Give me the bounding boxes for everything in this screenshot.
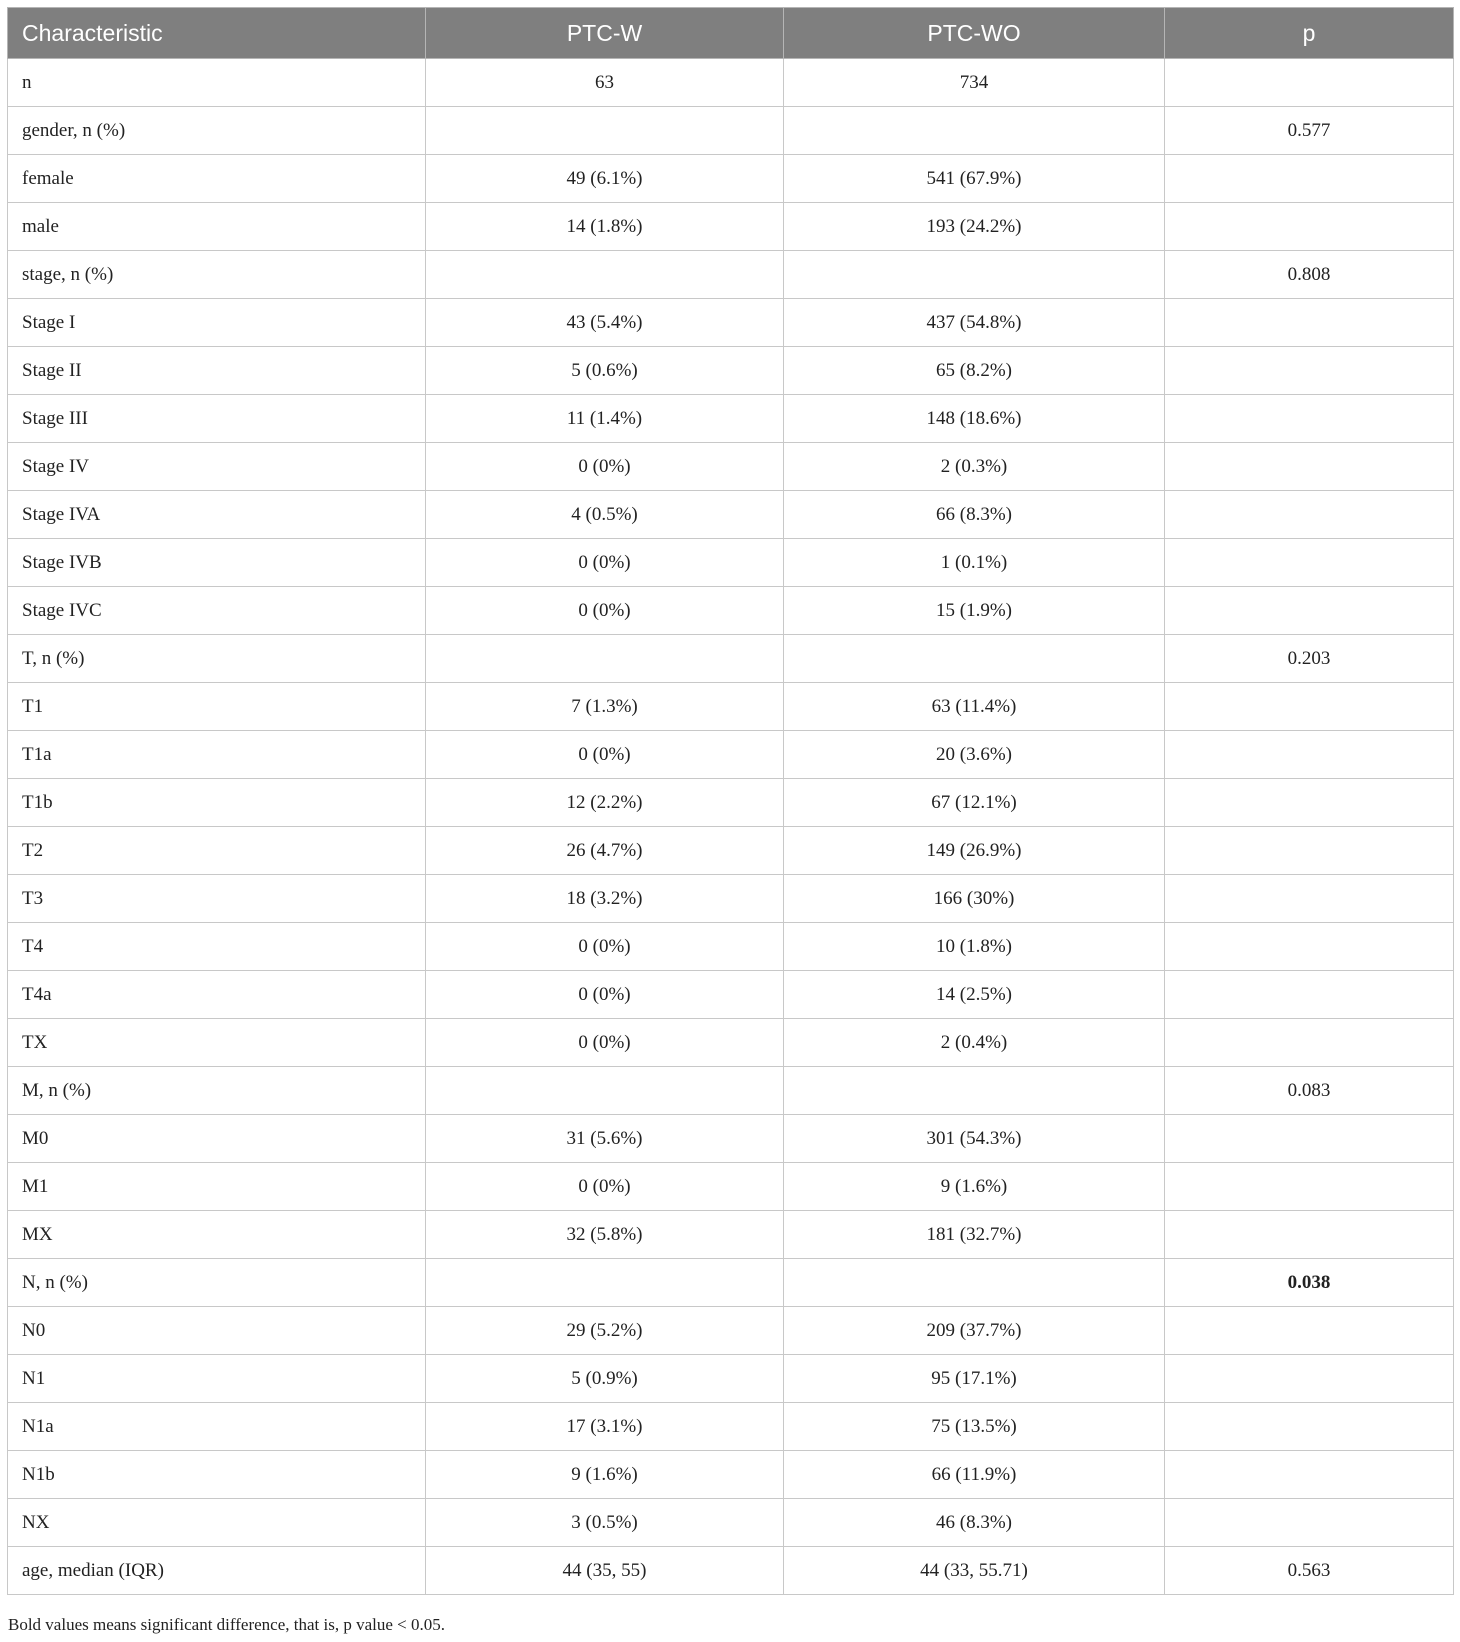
table-footnote: Bold values means significant difference, that is, p value < 0.05.	[8, 1615, 445, 1634]
cell-p-value	[1165, 587, 1454, 635]
cell-p-value: 0.808	[1165, 251, 1454, 299]
cell-ptc-wo: 166 (30%)	[784, 875, 1165, 923]
cell-ptc-wo: 209 (37.7%)	[784, 1307, 1165, 1355]
cell-ptc-w: 18 (3.2%)	[426, 875, 784, 923]
cell-p-value	[1165, 539, 1454, 587]
cell-ptc-wo: 541 (67.9%)	[784, 155, 1165, 203]
cell-ptc-w: 0 (0%)	[426, 587, 784, 635]
cell-ptc-wo: 2 (0.3%)	[784, 443, 1165, 491]
table-row	[8, 1259, 1454, 1307]
cell-characteristic: gender, n (%)	[8, 107, 426, 155]
cell-p-value	[1165, 1115, 1454, 1163]
cell-ptc-w: 17 (3.1%)	[426, 1403, 784, 1451]
cell-p-value	[1165, 1355, 1454, 1403]
cell-ptc-wo: 181 (32.7%)	[784, 1211, 1165, 1259]
cell-ptc-w	[426, 107, 784, 155]
cell-p-value	[1165, 923, 1454, 971]
table-row	[8, 539, 1454, 587]
table-row	[8, 1019, 1454, 1067]
cell-ptc-w: 43 (5.4%)	[426, 299, 784, 347]
cell-ptc-wo	[784, 1259, 1165, 1307]
cell-p-value	[1165, 827, 1454, 875]
cell-ptc-wo: 10 (1.8%)	[784, 923, 1165, 971]
cell-characteristic: Stage IVA	[8, 491, 426, 539]
table-body	[8, 59, 1454, 1595]
cell-p-value	[1165, 491, 1454, 539]
table-row	[8, 1451, 1454, 1499]
cell-p-value: 0.083	[1165, 1067, 1454, 1115]
cell-p-value: 0.563	[1165, 1547, 1454, 1595]
cell-ptc-wo: 63 (11.4%)	[784, 683, 1165, 731]
cell-ptc-w	[426, 1067, 784, 1115]
cell-characteristic: female	[8, 155, 426, 203]
cell-characteristic: T4a	[8, 971, 426, 1019]
cell-characteristic: T1b	[8, 779, 426, 827]
cell-characteristic: Stage IV	[8, 443, 426, 491]
cell-p-value	[1165, 443, 1454, 491]
cell-ptc-wo	[784, 1067, 1165, 1115]
cell-ptc-w: 29 (5.2%)	[426, 1307, 784, 1355]
cell-characteristic: Stage III	[8, 395, 426, 443]
cell-p-value	[1165, 155, 1454, 203]
cell-ptc-w: 32 (5.8%)	[426, 1211, 784, 1259]
cell-ptc-w: 0 (0%)	[426, 731, 784, 779]
table-row	[8, 731, 1454, 779]
cell-ptc-w: 63	[426, 59, 784, 107]
cell-p-value	[1165, 1163, 1454, 1211]
cell-p-value	[1165, 683, 1454, 731]
cell-characteristic: Stage IVC	[8, 587, 426, 635]
cell-ptc-w: 0 (0%)	[426, 1163, 784, 1211]
cell-p-value	[1165, 395, 1454, 443]
table-row	[8, 1307, 1454, 1355]
table-row	[8, 107, 1454, 155]
cell-ptc-w: 31 (5.6%)	[426, 1115, 784, 1163]
cell-ptc-w: 12 (2.2%)	[426, 779, 784, 827]
cell-p-value: 0.577	[1165, 107, 1454, 155]
cell-ptc-wo: 9 (1.6%)	[784, 1163, 1165, 1211]
cell-ptc-wo: 65 (8.2%)	[784, 347, 1165, 395]
cell-ptc-wo: 15 (1.9%)	[784, 587, 1165, 635]
cell-characteristic: N0	[8, 1307, 426, 1355]
cell-characteristic: T1	[8, 683, 426, 731]
cell-characteristic: M1	[8, 1163, 426, 1211]
table-row	[8, 1067, 1454, 1115]
cell-ptc-w: 0 (0%)	[426, 923, 784, 971]
cell-ptc-w: 3 (0.5%)	[426, 1499, 784, 1547]
cell-characteristic: Stage I	[8, 299, 426, 347]
cell-ptc-w: 5 (0.9%)	[426, 1355, 784, 1403]
cell-ptc-w: 5 (0.6%)	[426, 347, 784, 395]
cell-ptc-w	[426, 1259, 784, 1307]
table-row	[8, 443, 1454, 491]
cell-p-value	[1165, 971, 1454, 1019]
cell-characteristic: stage, n (%)	[8, 251, 426, 299]
cell-ptc-wo: 44 (33, 55.71)	[784, 1547, 1165, 1595]
cell-characteristic: n	[8, 59, 426, 107]
cell-ptc-wo: 437 (54.8%)	[784, 299, 1165, 347]
table-row	[8, 1403, 1454, 1451]
cell-p-value	[1165, 1019, 1454, 1067]
table-row	[8, 155, 1454, 203]
cell-ptc-w: 0 (0%)	[426, 1019, 784, 1067]
table-row	[8, 923, 1454, 971]
cell-p-value	[1165, 1451, 1454, 1499]
cell-p-value	[1165, 347, 1454, 395]
cell-p-value: 0.038	[1165, 1259, 1454, 1307]
table-row	[8, 299, 1454, 347]
cell-characteristic: M0	[8, 1115, 426, 1163]
cell-ptc-wo	[784, 107, 1165, 155]
cell-ptc-w: 7 (1.3%)	[426, 683, 784, 731]
table-row	[8, 1211, 1454, 1259]
cell-characteristic: T2	[8, 827, 426, 875]
cell-characteristic: N1	[8, 1355, 426, 1403]
cell-p-value	[1165, 1307, 1454, 1355]
table-row	[8, 779, 1454, 827]
cell-ptc-w: 9 (1.6%)	[426, 1451, 784, 1499]
table-header-row	[8, 8, 1454, 59]
header-characteristic: Characteristic	[8, 8, 426, 59]
cell-ptc-wo: 734	[784, 59, 1165, 107]
cell-p-value	[1165, 59, 1454, 107]
cell-characteristic: T3	[8, 875, 426, 923]
cell-ptc-w: 49 (6.1%)	[426, 155, 784, 203]
table-row	[8, 59, 1454, 107]
table-row	[8, 347, 1454, 395]
header-ptc-wo: PTC-WO	[784, 8, 1165, 59]
table-row	[8, 683, 1454, 731]
cell-ptc-w	[426, 251, 784, 299]
cell-ptc-wo: 66 (8.3%)	[784, 491, 1165, 539]
table-row	[8, 491, 1454, 539]
cell-ptc-wo: 95 (17.1%)	[784, 1355, 1165, 1403]
cell-characteristic: TX	[8, 1019, 426, 1067]
cell-ptc-w: 4 (0.5%)	[426, 491, 784, 539]
cell-ptc-wo: 66 (11.9%)	[784, 1451, 1165, 1499]
cell-characteristic: MX	[8, 1211, 426, 1259]
cell-ptc-wo: 2 (0.4%)	[784, 1019, 1165, 1067]
cell-p-value	[1165, 875, 1454, 923]
table-row	[8, 1115, 1454, 1163]
cell-ptc-w: 11 (1.4%)	[426, 395, 784, 443]
cell-characteristic: age, median (IQR)	[8, 1547, 426, 1595]
cell-p-value	[1165, 1499, 1454, 1547]
cell-p-value	[1165, 299, 1454, 347]
cell-characteristic: Stage II	[8, 347, 426, 395]
cell-characteristic: NX	[8, 1499, 426, 1547]
cell-characteristic: N, n (%)	[8, 1259, 426, 1307]
cell-ptc-wo: 67 (12.1%)	[784, 779, 1165, 827]
cell-ptc-wo: 148 (18.6%)	[784, 395, 1165, 443]
cell-ptc-w: 14 (1.8%)	[426, 203, 784, 251]
table-row	[8, 1355, 1454, 1403]
cell-ptc-w: 44 (35, 55)	[426, 1547, 784, 1595]
cell-ptc-w: 0 (0%)	[426, 971, 784, 1019]
cell-characteristic: M, n (%)	[8, 1067, 426, 1115]
table-row	[8, 587, 1454, 635]
cell-ptc-wo: 193 (24.2%)	[784, 203, 1165, 251]
cell-p-value	[1165, 731, 1454, 779]
cell-ptc-w: 0 (0%)	[426, 443, 784, 491]
cell-ptc-wo: 75 (13.5%)	[784, 1403, 1165, 1451]
cell-ptc-wo	[784, 251, 1165, 299]
cell-ptc-w	[426, 635, 784, 683]
cell-ptc-w: 26 (4.7%)	[426, 827, 784, 875]
cell-characteristic: N1a	[8, 1403, 426, 1451]
cell-p-value: 0.203	[1165, 635, 1454, 683]
cell-characteristic: Stage IVB	[8, 539, 426, 587]
characteristics-table	[7, 7, 1454, 1595]
table-row	[8, 971, 1454, 1019]
cell-p-value	[1165, 203, 1454, 251]
cell-ptc-wo	[784, 635, 1165, 683]
cell-characteristic: T, n (%)	[8, 635, 426, 683]
cell-ptc-wo: 301 (54.3%)	[784, 1115, 1165, 1163]
characteristics-table-container	[7, 7, 1453, 1595]
cell-ptc-w: 0 (0%)	[426, 539, 784, 587]
cell-p-value	[1165, 779, 1454, 827]
header-p-value: p	[1165, 8, 1454, 59]
cell-characteristic: N1b	[8, 1451, 426, 1499]
cell-characteristic: male	[8, 203, 426, 251]
cell-ptc-wo: 20 (3.6%)	[784, 731, 1165, 779]
cell-ptc-wo: 46 (8.3%)	[784, 1499, 1165, 1547]
cell-ptc-wo: 14 (2.5%)	[784, 971, 1165, 1019]
cell-p-value	[1165, 1403, 1454, 1451]
cell-ptc-wo: 1 (0.1%)	[784, 539, 1165, 587]
table-row	[8, 635, 1454, 683]
table-row	[8, 875, 1454, 923]
table-row	[8, 1499, 1454, 1547]
table-row	[8, 395, 1454, 443]
cell-characteristic: T4	[8, 923, 426, 971]
table-row	[8, 1547, 1454, 1595]
table-row	[8, 827, 1454, 875]
cell-ptc-wo: 149 (26.9%)	[784, 827, 1165, 875]
table-row	[8, 203, 1454, 251]
cell-characteristic: T1a	[8, 731, 426, 779]
cell-p-value	[1165, 1211, 1454, 1259]
table-row	[8, 1163, 1454, 1211]
header-ptc-w: PTC-W	[426, 8, 784, 59]
table-row	[8, 251, 1454, 299]
